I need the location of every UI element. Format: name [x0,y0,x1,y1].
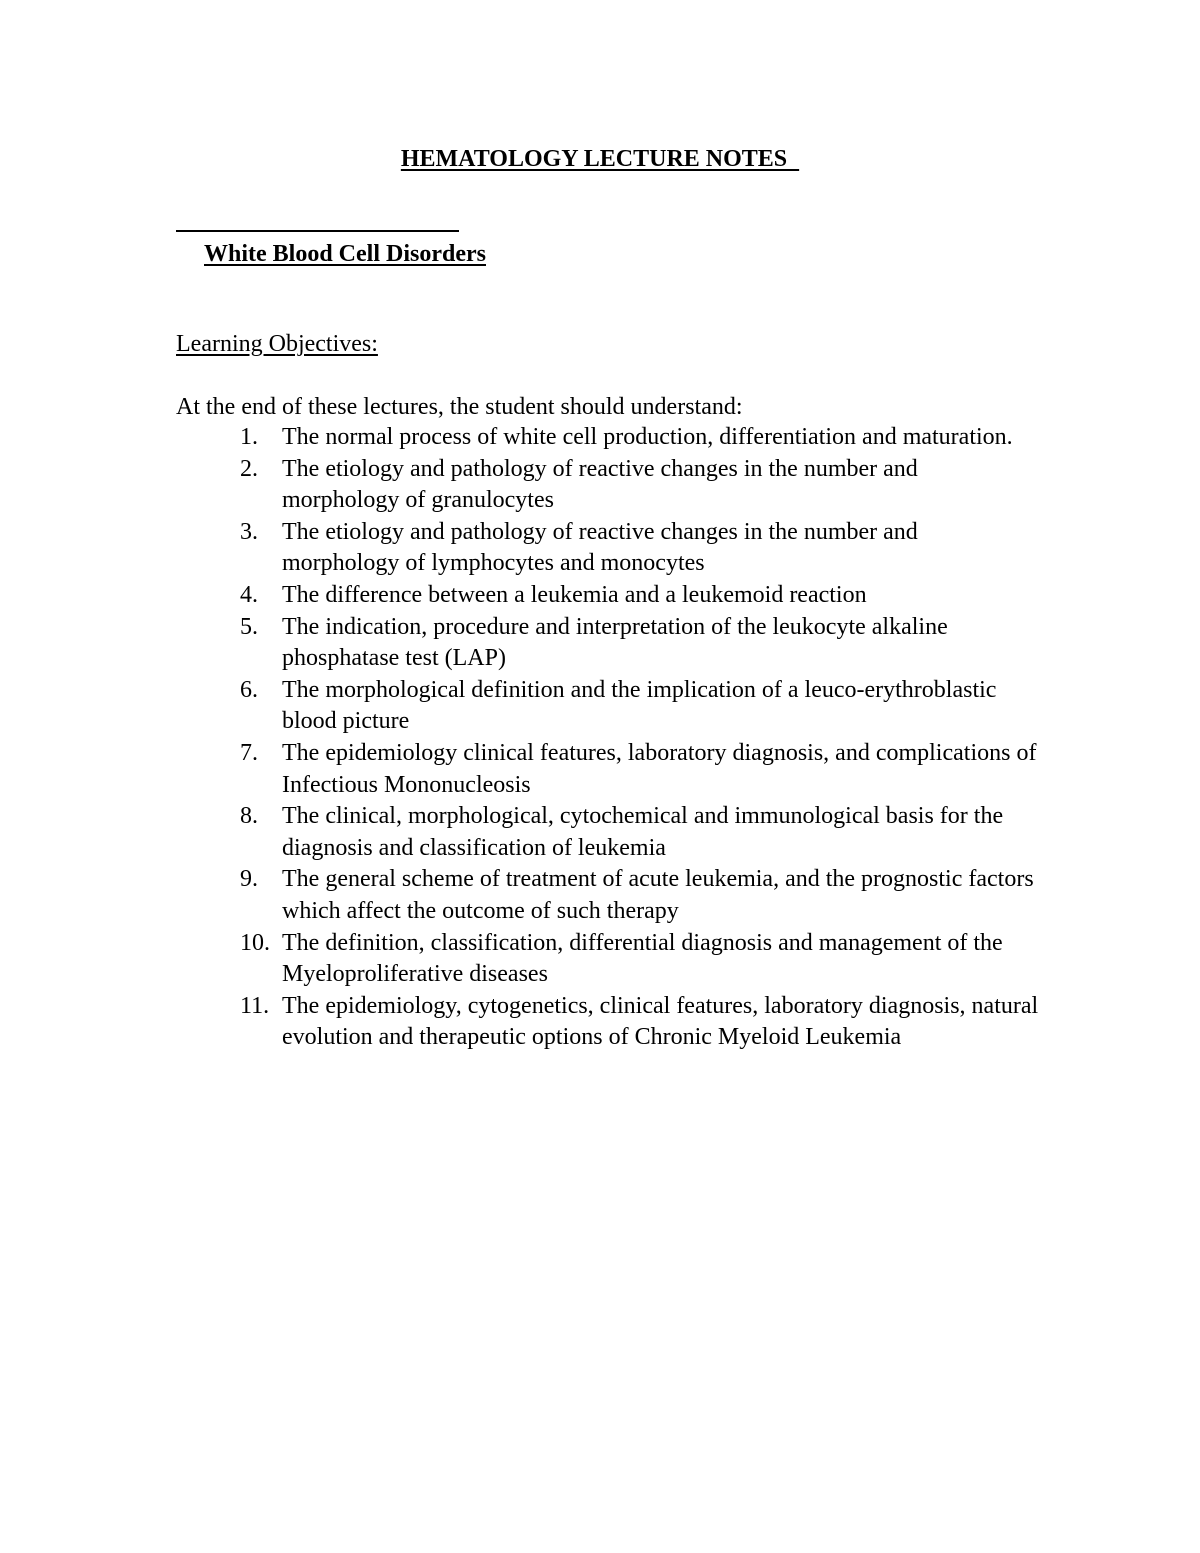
list-item-number: 7. [240,739,258,766]
list-item-number: 11. [240,992,270,1019]
list-item [240,991,1040,1054]
list-item-number: 8. [240,803,258,830]
list-item-number: 2. [240,455,258,482]
list-item-number: 6. [240,676,258,703]
objectives-list [240,422,1040,1054]
list-item-number: 9. [240,866,258,893]
list-item-text: The general scheme of treatment of acute leukemia, and the prognostic factors which affect the outcome of such therapy [282,866,1034,924]
list-item [240,580,1040,612]
list-item [240,801,1040,864]
horizontal-rule [176,230,459,232]
list-item [240,454,1040,517]
list-item-text: The definition, classification, differential diagnosis and management of the Myeloproliferative diseases [282,929,1003,988]
list-item-number: 1. [240,424,258,450]
list-item-text: The morphological definition and the implication of a leuco-erythroblastic blood picture [282,676,997,735]
list-item [240,517,1040,580]
list-item [240,612,1040,675]
list-item-number: 5. [240,613,258,640]
list-item [240,928,1040,991]
list-item-text: The epidemiology, cytogenetics, clinical features, laboratory diagnosis, natural evolution and therapeutic options of Chronic Myeloid Leukemia [282,992,1039,1051]
list-item-number: 4. [240,581,258,608]
list-item-text: The indication, procedure and interpretation of the leukocyte alkaline phosphatase test (LAP) [282,613,948,672]
list-item-text: The etiology and pathology of reactive changes in the number and morphology of granulocytes [282,455,918,514]
list-item-text: The epidemiology clinical features, laboratory diagnosis, and complications of Infectious Mononucleosis [282,739,1037,798]
list-item [240,864,1040,927]
section-heading: White Blood Cell Disorders [204,241,486,267]
list-item-text: The normal process of white cell production, differentiation and maturation. [282,424,1013,450]
list-item [240,675,1040,738]
list-item-text: The difference between a leukemia and a leukemoid reaction [282,581,867,608]
objectives-label: Learning Objectives: [176,331,378,357]
list-item [240,738,1040,801]
list-item-number: 10. [240,929,270,956]
list-item-text: The clinical, morphological, cytochemical and immunological basis for the diagnosis and classification of leukemia [282,803,1004,861]
intro-text: At the end of these lectures, the student should understand: [176,394,743,420]
list-item-number: 3. [240,518,258,545]
list-item-text: The etiology and pathology of reactive changes in the number and morphology of lymphocytes and monocytes [282,518,918,577]
list-item [240,422,1040,454]
page-title: HEMATOLOGY LECTURE NOTES [400,146,800,172]
